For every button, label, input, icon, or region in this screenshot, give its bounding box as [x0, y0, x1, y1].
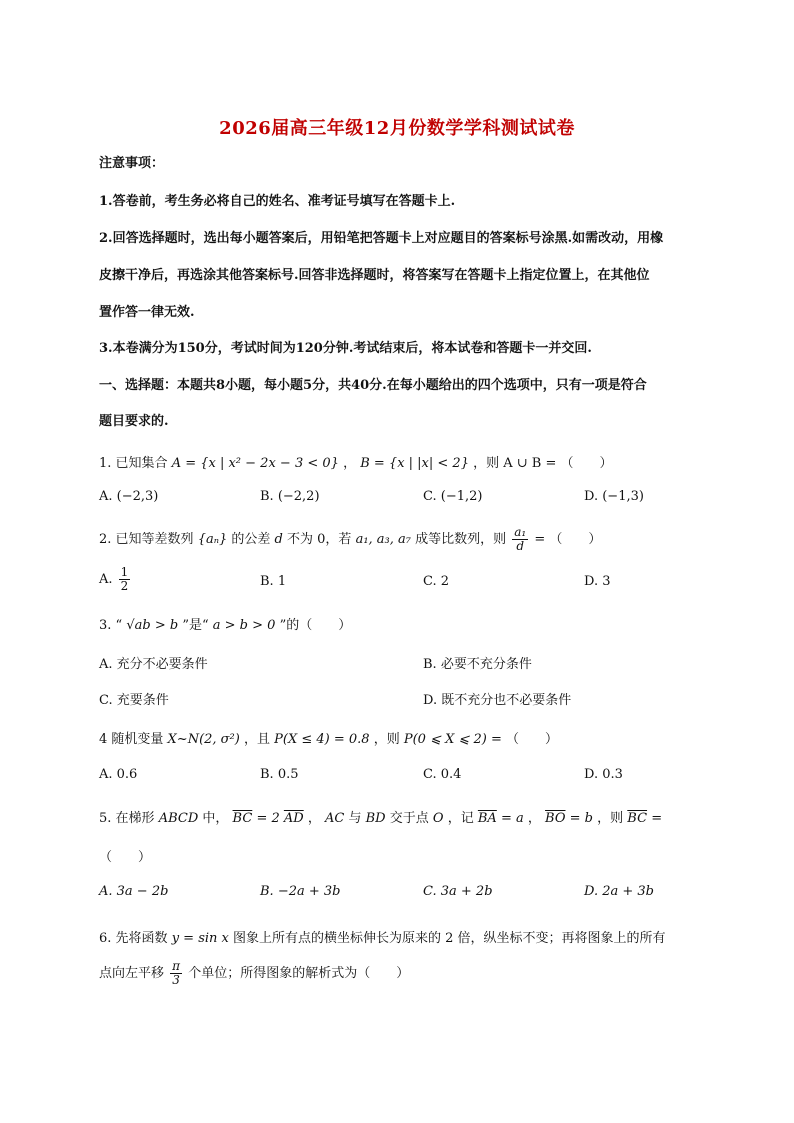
question-5-paren: （ ）: [99, 850, 152, 865]
notice-item-1: 1.答卷前，考生务必将自己的姓名、准考证号填写在答题卡上.: [99, 194, 456, 209]
notice-heading: 注意事项：: [99, 156, 165, 171]
question-3-prefix: 3. “: [99, 618, 123, 633]
question-5-options: [99, 884, 699, 908]
question-5-bd: BD: [365, 811, 386, 826]
question-2-mid: 的公差: [231, 532, 271, 547]
question-5-mid3: 与: [348, 811, 362, 826]
question-2-terms: a₁, a₃, a₇: [355, 532, 411, 547]
question-3-suffix: ”的（ ）: [279, 618, 352, 633]
question-4-mid2: ，则: [373, 732, 400, 747]
question-3-option-b: B. 必要不充分条件: [423, 657, 532, 672]
question-2-prefix: 2. 已知等差数列: [99, 532, 194, 547]
question-2-option-a: [99, 566, 132, 593]
question-5-ac: AC: [324, 811, 345, 826]
question-2-option-a-label: A.: [99, 572, 113, 587]
question-2-option-a-denominator: 2: [120, 579, 129, 593]
question-4: [99, 728, 558, 747]
question-4-mid: ，且: [243, 732, 270, 747]
question-2-option-b: B. 1: [260, 574, 287, 589]
question-1-options: [99, 489, 699, 513]
question-2-suffix: = （ ）: [534, 532, 602, 547]
question-2-option-d: D. 3: [584, 574, 611, 589]
question-5-vector-bo: $\overline{BO}$: [545, 811, 566, 826]
question-3-condition-1: √ab > b: [126, 618, 179, 633]
question-2-option-a-numerator: 1: [120, 565, 129, 579]
question-5-equals-a: = a: [500, 811, 524, 826]
question-2-option-c: C. 2: [423, 574, 450, 589]
question-5-vector-ad: $\overline{AD}$: [283, 811, 304, 826]
question-4-option-c: C. 0.4: [423, 767, 462, 782]
question-4-given: P(X ≤ 4) = 0.8: [274, 732, 370, 747]
question-3: [99, 614, 351, 633]
question-5-equals-b: = b: [569, 811, 593, 826]
question-4-suffix: （ ）: [506, 732, 559, 747]
question-2: [99, 526, 601, 553]
question-2-fraction: [512, 526, 528, 553]
notice-item-2-line-3: 置作答一律无效.: [99, 305, 195, 320]
question-3-mid: ”是“: [182, 618, 209, 633]
question-5-option-c: C. 3a + 2b: [423, 884, 493, 899]
question-1-option-d: D. (−1,3): [584, 489, 644, 504]
question-5-mid6: ，: [527, 811, 541, 826]
exam-title: 2026届高三年级12月份数学学科测试试卷: [219, 118, 575, 139]
question-1-prefix: 1. 已知集合: [99, 456, 168, 471]
question-6-fraction-denominator: 3: [172, 973, 180, 987]
notice-item-2-line-1: 2.回答选择题时，选出每小题答案后，用铅笔把答题卡上对应题目的答案标号涂黑.如需改动，用橡: [99, 231, 664, 246]
question-4-option-b: B. 0.5: [260, 767, 299, 782]
notice-item-3: 3.本卷满分为150分，考试时间为120分钟.考试结束后，将本试卷和答题卡一并交回.: [99, 341, 592, 356]
question-1-set-b: B = {x | |x| < 2}: [360, 456, 469, 471]
question-5-mid7: ，则: [597, 811, 624, 826]
question-5-equals-2: = 2: [256, 811, 280, 826]
question-5-mid4: 交于点: [389, 811, 429, 826]
question-4-distribution: X~N(2, σ²): [167, 732, 240, 747]
question-6-line-1: [99, 927, 666, 946]
question-6-line-2-suffix: 个单位；所得图象的解析式为（ ）: [188, 966, 410, 981]
question-3-condition-2: a > b > 0: [212, 618, 276, 633]
question-1-separator: ，: [343, 456, 357, 471]
question-6-line-2-prefix: 点向左平移: [99, 966, 165, 981]
question-6-prefix: 6. 先将函数: [99, 931, 168, 946]
question-2-mid3: 成等比数列，则: [415, 532, 507, 547]
question-1-option-a: A. (−2,3): [99, 489, 159, 504]
question-2-option-a-fraction: [119, 566, 131, 593]
question-3-options-row-2: [99, 689, 699, 713]
question-4-prefix: 4 随机变量: [99, 732, 164, 747]
question-1-suffix: ，则 A ∪ B = （ ）: [473, 456, 613, 471]
question-5-vector-bc: $\overline{BC}$: [232, 811, 253, 826]
question-5-option-d: D. 2a + 3b: [584, 884, 654, 899]
question-4-option-d: D. 0.3: [584, 767, 623, 782]
question-2-d: d: [274, 532, 283, 547]
question-3-option-a: A. 充分不必要条件: [99, 657, 208, 672]
question-5-option-a: A. 3a − 2b: [99, 884, 169, 899]
question-5-option-b: B. −2a + 3b: [260, 884, 341, 899]
question-5-mid2: ，: [307, 811, 321, 826]
question-5-mid5: ，记: [447, 811, 474, 826]
question-6-line-2: [99, 960, 409, 987]
section-1-intro-line-1: 一、选择题：本题共8小题，每小题5分，共40分.在每小题给出的四个选项中，只有一项是符合: [99, 378, 647, 393]
question-4-ask: P(0 ⩽ X ⩽ 2) =: [403, 732, 502, 747]
question-2-mid2: 不为 0，若: [287, 532, 352, 547]
question-5-vector-ba: $\overline{BA}$: [477, 811, 497, 826]
question-5-equals-end: =: [651, 811, 663, 826]
question-5-trapezoid-name: ABCD: [158, 811, 199, 826]
question-3-options-row-1: [99, 653, 699, 677]
question-2-options: [99, 565, 699, 593]
question-2-fraction-numerator: a₁: [514, 525, 527, 539]
notice-item-2-line-2: 皮擦干净后，再选涂其他答案标号.回答非选择题时，将答案写在答题卡上指定位置上，在其他位: [99, 268, 650, 283]
question-1-option-b: B. (−2,2): [260, 489, 320, 504]
question-4-options: [99, 767, 699, 791]
question-2-sequence: {aₙ}: [197, 532, 228, 547]
question-6-fraction-numerator: π: [172, 959, 181, 973]
question-2-fraction-denominator: d: [516, 539, 525, 553]
question-6-line-1-suffix: 图象上所有点的横坐标伸长为原来的 2 倍，纵坐标不变；再将图象上的所有: [233, 931, 666, 946]
question-1-option-c: C. (−1,2): [423, 489, 483, 504]
question-6-fraction: [170, 960, 182, 987]
question-5: [99, 807, 662, 826]
question-5-prefix: 5. 在梯形: [99, 811, 155, 826]
question-4-option-a: A. 0.6: [99, 767, 138, 782]
question-5-mid: 中，: [202, 811, 229, 826]
question-5-point-o: O: [432, 811, 444, 826]
question-3-option-c: C. 充要条件: [99, 693, 169, 708]
question-1-set-a: A = {x | x² − 2x − 3 < 0}: [171, 456, 339, 471]
section-1-intro-line-2: 题目要求的.: [99, 414, 169, 429]
question-5-vector-bc-ask: $\overline{BC}$: [627, 811, 648, 826]
question-6-function: y = sin x: [171, 931, 229, 946]
question-1: [99, 452, 613, 471]
question-3-option-d: D. 既不充分也不必要条件: [423, 693, 572, 708]
